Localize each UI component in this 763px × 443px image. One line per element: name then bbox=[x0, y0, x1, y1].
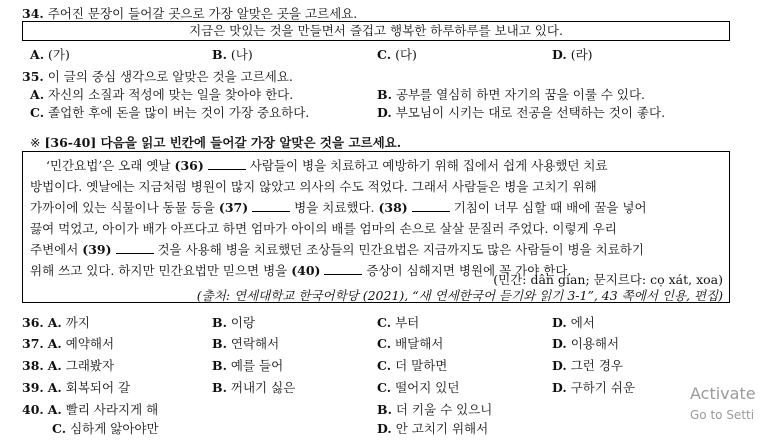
q34-option-b[interactable] bbox=[212, 45, 253, 63]
passage-text: 가까이에 있는 식물이나 동물 등을 bbox=[30, 200, 219, 215]
option-text: 더 말하면 bbox=[391, 358, 448, 373]
given-sentence: 지금은 맛있는 것을 만들면서 즐겁고 행복한 하루하루를 보내고 있다. bbox=[189, 23, 563, 38]
given-sentence-box bbox=[22, 21, 730, 41]
option-label: C. bbox=[377, 315, 392, 330]
passage-text: 방법이다. 옛날에는 지금처럼 병원이 많지 않았고 의사의 수도 적었다. 그래서 사람들은 병을 고치기 위해 bbox=[30, 179, 597, 194]
blank-number-40: (40) bbox=[291, 263, 321, 278]
q35-option-c[interactable] bbox=[30, 103, 309, 121]
source-text: (출처: 연세대학교 한국어학당 (2021), “새 연세한국어 듣기와 읽기 3-1”, 43 쪽에서 인용, 편집) bbox=[196, 288, 723, 303]
option-label[interactable]: A. bbox=[47, 358, 62, 373]
blank-37 bbox=[252, 200, 290, 212]
option-label: B. bbox=[212, 358, 227, 373]
question-number: 40. bbox=[22, 402, 44, 417]
option-label: A. bbox=[30, 87, 45, 102]
option-text: 자신의 소질과 적성에 맞는 일을 찾아야 한다. bbox=[44, 87, 294, 102]
q36-option-b[interactable] bbox=[212, 313, 255, 331]
question-39 bbox=[22, 378, 130, 396]
option-text: 예를 들어 bbox=[226, 358, 284, 373]
q37-option-d[interactable] bbox=[552, 334, 619, 352]
option-text: (라) bbox=[566, 47, 593, 62]
option-text: 안 고치기 위해서 bbox=[391, 421, 489, 436]
option-label: C. bbox=[377, 47, 392, 62]
blank-36 bbox=[208, 158, 246, 170]
question-34-title bbox=[22, 4, 357, 22]
option-label: B. bbox=[377, 87, 392, 102]
blank-40 bbox=[324, 263, 362, 275]
option-text: 꺼내기 싫은 bbox=[226, 380, 296, 395]
option-label: B. bbox=[212, 47, 227, 62]
q40-option-d[interactable] bbox=[377, 419, 488, 437]
blank-number-39: (39) bbox=[82, 242, 112, 257]
passage-line-1 bbox=[46, 156, 608, 174]
option-label: D. bbox=[377, 421, 392, 436]
question-number: 34. bbox=[22, 6, 44, 21]
option-text: 이랑 bbox=[226, 315, 256, 330]
option-text: 부터 bbox=[391, 315, 420, 330]
option-label: D. bbox=[552, 358, 567, 373]
option-label: B. bbox=[377, 402, 392, 417]
question-40 bbox=[22, 400, 158, 418]
passage-line-2 bbox=[30, 177, 597, 195]
q38-option-c[interactable] bbox=[377, 356, 447, 374]
option-label[interactable]: A. bbox=[47, 402, 62, 417]
q38-option-d[interactable] bbox=[552, 356, 623, 374]
option-label: B. bbox=[212, 336, 227, 351]
option-label[interactable]: A. bbox=[47, 380, 62, 395]
activation-watermark-subtitle: Go to Setti bbox=[690, 408, 755, 422]
option-text: 이용해서 bbox=[566, 336, 620, 351]
option-label: D. bbox=[552, 380, 567, 395]
option-text: 떨어지 있던 bbox=[391, 380, 460, 395]
option-text: 연락해서 bbox=[226, 336, 280, 351]
option-label: D. bbox=[552, 315, 567, 330]
question-number: 39. bbox=[22, 380, 44, 395]
option-text[interactable]: 빨리 사라지게 해 bbox=[61, 402, 159, 417]
option-text: 구하기 쉬운 bbox=[566, 380, 636, 395]
passage-line-3 bbox=[30, 198, 647, 216]
passage-line-4 bbox=[30, 219, 617, 237]
q35-option-a[interactable] bbox=[30, 85, 293, 103]
option-text: 졸업한 후에 돈을 많이 버는 것이 가장 중요하다. bbox=[44, 105, 310, 120]
question-number: 37. bbox=[22, 336, 44, 351]
q34-option-d[interactable] bbox=[552, 45, 593, 63]
passage-text: 기침이 너무 심할 때 배에 꿀을 넣어 bbox=[449, 200, 647, 215]
option-label: B. bbox=[212, 315, 227, 330]
passage-text: 위해 쓰고 있다. 하지만 민간요법만 믿으면 병을 bbox=[30, 263, 292, 278]
option-text: (가) bbox=[44, 47, 70, 62]
q36-option-c[interactable] bbox=[377, 313, 419, 331]
option-label: C. bbox=[377, 336, 392, 351]
option-text[interactable]: 까지 bbox=[61, 315, 90, 330]
passage-text: 끓여 먹었고, 아이가 배가 아프다고 하면 엄마가 아이의 배를 엄마의 손으로 살살 문질러 주었다. 이렇게 우리 bbox=[30, 221, 617, 236]
question-38 bbox=[22, 356, 114, 374]
passage-text: 것을 사용해 병을 치료했던 조상들의 민간요법은 지금까지도 많은 사람들이 병을 치료하기 bbox=[153, 242, 644, 257]
passage-text: 병을 치료했다. bbox=[290, 200, 379, 215]
option-text: (다) bbox=[391, 47, 417, 62]
option-label: B. bbox=[212, 380, 227, 395]
option-text: 그런 경우 bbox=[566, 358, 623, 373]
option-label: D. bbox=[552, 47, 567, 62]
question-number: 35. bbox=[22, 69, 44, 84]
section-range: [36-40] bbox=[44, 135, 97, 150]
option-label: A. bbox=[30, 47, 45, 62]
q36-option-d[interactable] bbox=[552, 313, 595, 331]
section-instruction-text: 다음을 읽고 빈칸에 들어갈 가장 알맞은 것을 고르세요. bbox=[96, 135, 402, 150]
q40-option-b[interactable] bbox=[377, 400, 492, 418]
option-label: C. bbox=[52, 421, 67, 436]
q34-option-a[interactable] bbox=[30, 45, 70, 63]
reference-mark: ※ bbox=[30, 135, 45, 150]
source-citation bbox=[197, 286, 723, 304]
option-label: C. bbox=[30, 105, 45, 120]
passage-text: 사람들이 병을 치료하고 예방하기 위해 집에서 쉽게 사용했던 치료 bbox=[245, 158, 608, 173]
q37-option-c[interactable] bbox=[377, 334, 443, 352]
q40-option-c[interactable] bbox=[52, 419, 159, 437]
option-label: C. bbox=[377, 380, 392, 395]
option-label: D. bbox=[552, 336, 567, 351]
q39-option-d[interactable] bbox=[552, 378, 635, 396]
passage-line-5 bbox=[30, 240, 644, 258]
option-label[interactable]: A. bbox=[47, 336, 62, 351]
blank-number-38: (38) bbox=[378, 200, 408, 215]
option-text[interactable]: 그래봤자 bbox=[61, 358, 115, 373]
passage-text: 주변에서 bbox=[30, 242, 83, 257]
option-label: C. bbox=[377, 358, 392, 373]
option-text: 배달해서 bbox=[391, 336, 444, 351]
q37-option-b[interactable] bbox=[212, 334, 279, 352]
q38-option-b[interactable] bbox=[212, 356, 283, 374]
option-text: 더 키울 수 있으니 bbox=[391, 402, 493, 417]
blank-38 bbox=[412, 200, 450, 212]
option-text: 공부를 열심히 하면 자기의 꿈을 이룰 수 있다. bbox=[391, 87, 646, 102]
option-label: D. bbox=[377, 105, 392, 120]
blank-number-37: (37) bbox=[218, 200, 249, 215]
activation-watermark-title: Activate bbox=[690, 384, 756, 403]
question-number: 36. bbox=[22, 315, 44, 330]
option-label[interactable]: A. bbox=[47, 315, 62, 330]
q34-option-c[interactable] bbox=[377, 45, 417, 63]
passage-line-6 bbox=[30, 261, 571, 279]
passage-text: ‘민간요법’은 오래 옛날 bbox=[46, 158, 175, 173]
question-number: 38. bbox=[22, 358, 44, 373]
option-text: 에서 bbox=[566, 315, 595, 330]
question-36 bbox=[22, 313, 90, 331]
question-text: 주어진 문장이 들어갈 곳으로 가장 알맞은 곳을 고르세요. bbox=[43, 6, 358, 21]
option-text: 심하게 앓아야만 bbox=[66, 421, 159, 436]
q35-option-d[interactable] bbox=[377, 103, 665, 121]
option-text: 부모님이 시키는 대로 전공을 선택하는 것이 좋다. bbox=[391, 105, 666, 120]
question-35-title bbox=[22, 67, 293, 85]
glossary-text: (민간: dân gian; 문지르다: cọ xát, xoa) bbox=[493, 272, 723, 287]
passage-text: 증상이 심해지면 병원에 꼭 가야 한다. bbox=[362, 263, 572, 278]
q35-option-b[interactable] bbox=[377, 85, 645, 103]
question-text: 이 글의 중심 생각으로 알맞은 것을 고르세요. bbox=[43, 69, 293, 84]
q39-option-b[interactable] bbox=[212, 378, 295, 396]
section-instruction bbox=[30, 133, 401, 151]
option-text: (나) bbox=[226, 47, 253, 62]
q39-option-c[interactable] bbox=[377, 378, 459, 396]
option-text[interactable]: 회복되어 갈 bbox=[61, 380, 131, 395]
option-text[interactable]: 예약해서 bbox=[61, 336, 115, 351]
blank-number-36: (36) bbox=[174, 158, 204, 173]
blank-39 bbox=[116, 242, 154, 254]
question-37 bbox=[22, 334, 114, 352]
